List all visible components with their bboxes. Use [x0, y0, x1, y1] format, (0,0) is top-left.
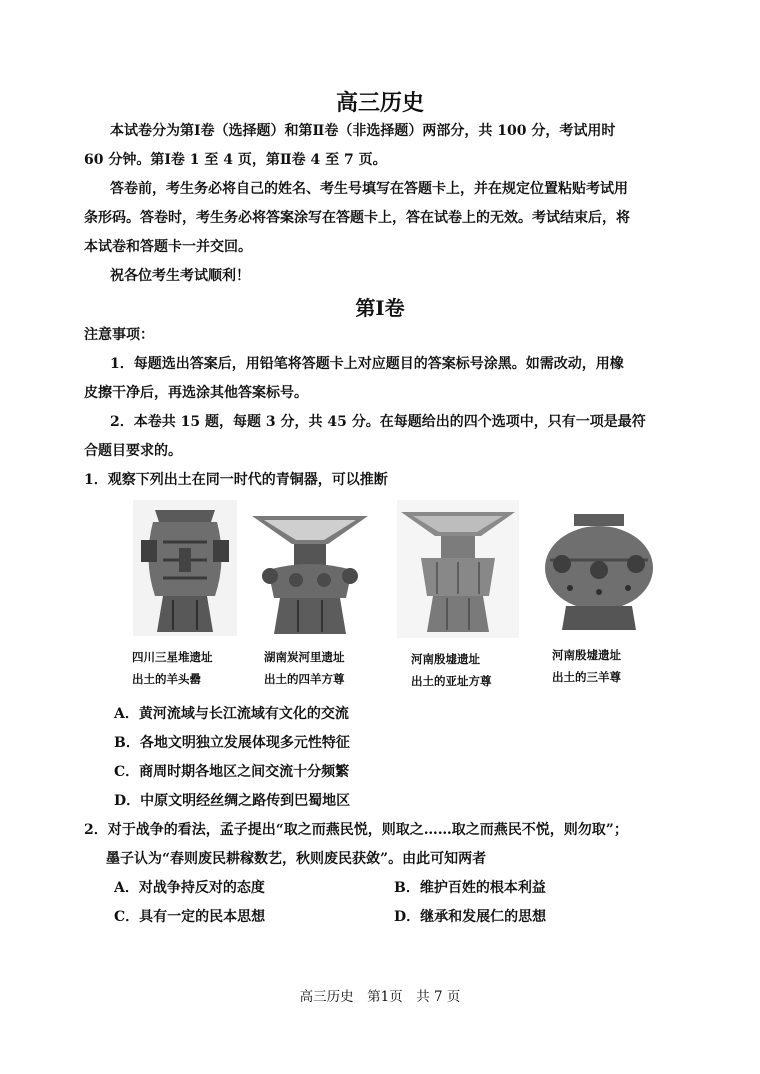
intro-line-4: 条形码。答卷时，考生务必将答案涂写在答题卡上，答在试卷上的无效。考试结束后，将 — [84, 210, 630, 226]
question-2-stem-line-1: 2．对于战争的看法，孟子提出“取之而燕民悦，则取之……取之而燕民不悦，则勿取”； — [84, 822, 628, 838]
section-title: 第Ⅰ卷 — [355, 296, 405, 320]
intro-line-5: 本试卷和答题卡一并交回。 — [84, 239, 252, 255]
caption-2-line-2: 出土的四羊方尊 — [264, 672, 345, 686]
q1-option-a: A．黄河流域与长江流域有文化的交流 — [114, 706, 349, 722]
question-1-stem: 1．观察下列出土在同一时代的青铜器，可以推断 — [84, 472, 388, 488]
q1-option-b: B．各地文明独立发展体现多元性特征 — [114, 735, 350, 751]
caption-4-line-1: 河南殷墟遗址 — [552, 648, 621, 662]
exam-title: 高三历史 — [335, 90, 424, 116]
intro-line-3: 答卷前，考生务必将自己的姓名、考生号填写在答题卡上，并在规定位置粘贴考试用 — [110, 181, 628, 197]
caption-3-line-2: 出土的亚址方尊 — [411, 674, 492, 688]
q1-option-c: C．商周时期各地区之间交流十分频繁 — [114, 764, 350, 780]
intro-line-2: 60 分钟。第Ⅰ卷 1 至 4 页，第Ⅱ卷 4 至 7 页。 — [84, 152, 387, 168]
note-1-line-1: 1．每题选出答案后，用铅笔将答题卡上对应题目的答案标号涂黑。如需改动，用橡 — [110, 356, 624, 372]
caption-2-line-1: 湖南炭河里遗址 — [264, 650, 345, 664]
note-2-line-2: 合题目要求的。 — [84, 443, 182, 459]
q1-option-d: D．中原文明经丝绸之路传到巴蜀地区 — [114, 793, 351, 809]
q2-option-b: B．维护百姓的根本利益 — [394, 880, 546, 896]
caption-1-line-2: 出土的羊头罍 — [132, 672, 201, 686]
caption-4-line-2: 出土的三羊尊 — [552, 670, 621, 684]
notes-heading: 注意事项： — [84, 327, 154, 343]
caption-1-line-1: 四川三星堆遗址 — [132, 650, 213, 664]
intro-line-1: 本试卷分为第Ⅰ卷（选择题）和第Ⅱ卷（非选择题）两部分，共 100 分，考试用时 — [110, 123, 616, 139]
q2-option-a: A．对战争持反对的态度 — [114, 880, 265, 896]
four-ram-square-zun-image — [250, 510, 370, 636]
q2-option-d: D．继承和发展仁的思想 — [394, 909, 547, 925]
ram-head-lei-image — [133, 500, 237, 636]
note-2-line-1: 2．本卷共 15 题，每题 3 分，共 45 分。在每题给出的四个选项中，只有一项是最符 — [110, 414, 646, 430]
q2-option-c: C．具有一定的民本思想 — [114, 909, 266, 925]
ya-zhi-square-zun-image — [397, 500, 519, 638]
wish-line: 祝各位考生考试顺利！ — [110, 268, 250, 284]
note-1-line-2: 皮擦干净后，再选涂其他答案标号。 — [84, 385, 308, 401]
question-2-stem-line-2: 墨子认为“春则废民耕稼数艺，秋则废民获敛”。由此可知两者 — [106, 851, 487, 867]
three-ram-zun-image — [540, 510, 658, 634]
caption-3-line-1: 河南殷墟遗址 — [411, 652, 480, 666]
page-footer: 高三历史 第1页 共 7 页 — [299, 989, 461, 1005]
